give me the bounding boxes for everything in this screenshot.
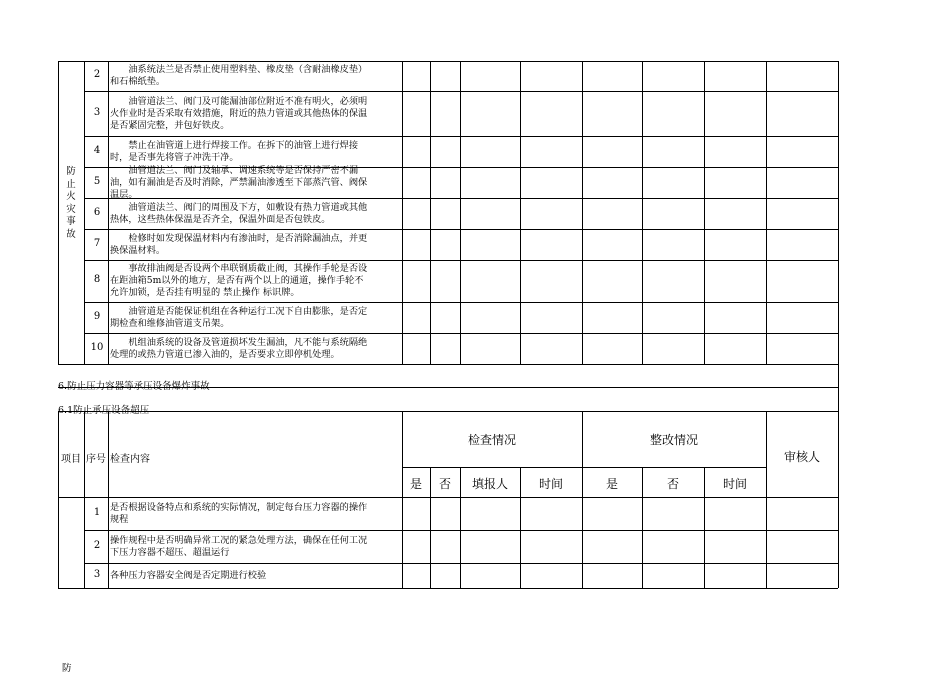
category-label-char: 故 — [66, 228, 76, 240]
check-content-line: 处理的或热力管道已渗入油的，是否要求立即停机处理。 — [110, 348, 340, 360]
row-border — [58, 387, 838, 388]
answer-cell[interactable] — [705, 261, 765, 301]
answer-cell[interactable] — [583, 498, 641, 529]
answer-cell[interactable] — [403, 62, 429, 90]
check-content-line: 和石棉纸垫。 — [110, 76, 166, 87]
check-content-line: 事故排油阀是否设两个串联钢质截止阀，其操作手轮是否设 — [110, 263, 368, 274]
check-content-line: 油管道法兰、阀门及轴承、调速系统等是否保持严密不漏 — [110, 164, 359, 176]
answer-cell[interactable] — [705, 137, 765, 166]
header-check-status: 检查情况 — [467, 433, 516, 447]
column-border — [58, 61, 59, 364]
answer-cell[interactable] — [431, 334, 459, 363]
answer-cell[interactable] — [461, 199, 519, 228]
answer-cell[interactable] — [403, 303, 429, 332]
header-reviewer: 审核人 — [783, 450, 820, 464]
check-content-line: 操作规程中是否明确异常工况的紧急处理方法，确保在任何工况 — [110, 534, 368, 546]
header-rectify-status: 整改情况 — [649, 433, 698, 447]
answer-cell[interactable] — [521, 92, 581, 135]
answer-cell[interactable] — [461, 498, 519, 529]
answer-cell[interactable] — [521, 498, 581, 529]
answer-cell[interactable] — [431, 564, 459, 587]
answer-cell[interactable] — [583, 230, 641, 259]
row-number: 5 — [93, 175, 101, 187]
answer-cell[interactable] — [521, 334, 581, 363]
answer-cell[interactable] — [767, 168, 837, 197]
answer-cell[interactable] — [583, 303, 641, 332]
answer-cell[interactable] — [403, 92, 429, 135]
answer-cell[interactable] — [461, 303, 519, 332]
row-border — [402, 467, 766, 468]
answer-cell[interactable] — [583, 531, 641, 562]
answer-cell[interactable] — [705, 199, 765, 228]
answer-cell[interactable] — [583, 137, 641, 166]
row-number: 4 — [93, 144, 101, 156]
row-number: 1 — [93, 506, 101, 518]
answer-cell[interactable] — [767, 137, 837, 166]
check-content-line: 期检查和维修油管道支吊架。 — [110, 317, 230, 329]
answer-cell[interactable] — [583, 334, 641, 363]
answer-cell[interactable] — [521, 303, 581, 332]
column-border — [838, 364, 839, 411]
answer-cell[interactable] — [431, 303, 459, 332]
answer-cell[interactable] — [431, 137, 459, 166]
answer-cell[interactable] — [767, 261, 837, 301]
answer-cell[interactable] — [767, 230, 837, 259]
answer-cell[interactable] — [403, 261, 429, 301]
answer-cell[interactable] — [403, 531, 429, 562]
answer-cell[interactable] — [521, 137, 581, 166]
answer-cell[interactable] — [705, 62, 765, 90]
answer-cell[interactable] — [403, 168, 429, 197]
answer-cell[interactable] — [431, 230, 459, 259]
answer-cell[interactable] — [767, 303, 837, 332]
header-item: 项目 — [61, 454, 81, 465]
answer-cell[interactable] — [643, 564, 703, 587]
check-content-line: 火作业时是否采取有效措施，附近的热力管道或其他热体的保温 — [110, 107, 368, 119]
answer-cell[interactable] — [521, 62, 581, 90]
answer-cell[interactable] — [705, 498, 765, 529]
answer-cell[interactable] — [403, 498, 429, 529]
answer-cell[interactable] — [431, 168, 459, 197]
answer-cell[interactable] — [403, 334, 429, 363]
check-content-line: 在距油箱5m以外的地方，是否有两个以上的通道，操作手轮不 — [110, 275, 364, 286]
check-content-line: 油，如有漏油是否及时消除，严禁漏油渗透至下部蒸汽管、阀保 — [110, 176, 368, 188]
answer-cell[interactable] — [767, 62, 837, 90]
check-content-line: 允许加锁，是否挂有明显的 禁止操作 标识牌。 — [110, 287, 300, 298]
answer-cell[interactable] — [583, 168, 641, 197]
answer-cell[interactable] — [431, 199, 459, 228]
row-number: 2 — [93, 539, 101, 551]
category-label-char: 防 — [66, 166, 76, 177]
answer-cell[interactable] — [643, 168, 703, 197]
answer-cell[interactable] — [461, 62, 519, 90]
category-label-char: 火 — [66, 191, 76, 202]
answer-cell[interactable] — [643, 199, 703, 228]
header-content: 检查内容 — [110, 454, 150, 465]
answer-cell[interactable] — [583, 92, 641, 135]
row-border — [58, 411, 838, 412]
answer-cell[interactable] — [431, 498, 459, 529]
column-border — [838, 61, 839, 364]
grid-line — [838, 411, 839, 497]
answer-cell[interactable] — [705, 230, 765, 259]
header-no: 否 — [438, 477, 451, 491]
answer-cell[interactable] — [521, 261, 581, 301]
answer-cell[interactable] — [767, 531, 837, 562]
check-content-line: 各种压力容器安全阀是否定期进行校验 — [110, 569, 267, 581]
answer-cell[interactable] — [403, 564, 429, 587]
check-content-line: 换保温材料。 — [110, 244, 166, 256]
row-number: 9 — [93, 310, 101, 322]
answer-cell[interactable] — [431, 531, 459, 562]
answer-cell[interactable] — [705, 531, 765, 562]
row-number: 2 — [93, 69, 101, 80]
answer-cell[interactable] — [461, 334, 519, 363]
row-number: 8 — [93, 274, 101, 285]
answer-cell[interactable] — [767, 498, 837, 529]
category-label-char: 事 — [66, 216, 76, 227]
answer-cell[interactable] — [461, 92, 519, 135]
answer-cell[interactable] — [643, 261, 703, 301]
category-label-char: 止 — [66, 178, 76, 190]
answer-cell[interactable] — [431, 92, 459, 135]
header-rect-yes: 是 — [605, 477, 618, 491]
answer-cell[interactable] — [403, 137, 429, 166]
header-time: 时间 — [538, 477, 563, 491]
answer-cell[interactable] — [705, 168, 765, 197]
answer-cell[interactable] — [461, 168, 519, 197]
answer-cell[interactable] — [767, 92, 837, 135]
row-number: 3 — [93, 106, 101, 118]
answer-cell[interactable] — [705, 564, 765, 587]
answer-cell[interactable] — [521, 168, 581, 197]
header-rect-no: 否 — [666, 477, 679, 491]
section-title: 6.防止压力容器等承压设备爆炸事故 — [58, 381, 210, 392]
answer-cell[interactable] — [705, 92, 765, 135]
check-content-line: 油管道法兰、阀门的周围及下方，如敷设有热力管道或其他 — [110, 201, 368, 213]
answer-cell[interactable] — [583, 199, 641, 228]
category-label-char: 灾 — [66, 203, 76, 215]
column-border — [58, 497, 59, 588]
answer-cell[interactable] — [643, 230, 703, 259]
answer-cell[interactable] — [767, 199, 837, 228]
answer-cell[interactable] — [461, 564, 519, 587]
answer-cell[interactable] — [643, 531, 703, 562]
check-content-line: 是否紧固完整，并包好铁皮。 — [110, 119, 230, 131]
answer-cell[interactable] — [583, 261, 641, 301]
answer-cell[interactable] — [643, 62, 703, 90]
header-rect-time: 时间 — [722, 477, 747, 491]
check-content-line: 是否根据设备特点和系统的实际情况，制定每台压力容器的操作 — [110, 501, 368, 513]
answer-cell[interactable] — [643, 498, 703, 529]
answer-cell[interactable] — [643, 92, 703, 135]
answer-cell[interactable] — [431, 261, 459, 301]
header-filler: 填报人 — [471, 477, 508, 491]
check-content-line: 禁止在油管道上进行焊接工作。在拆下的油管上进行焊接 — [110, 139, 359, 151]
answer-cell[interactable] — [403, 199, 429, 228]
answer-cell[interactable] — [583, 62, 641, 90]
check-content-line: 热体，这些热体保温是否齐全，保温外面是否包铁皮。 — [110, 213, 331, 225]
answer-cell[interactable] — [431, 62, 459, 90]
answer-cell[interactable] — [643, 334, 703, 363]
check-content-line: 机组油系统的设备及管道损坏发生漏油，凡不能与系统隔绝 — [110, 336, 368, 348]
answer-cell[interactable] — [521, 230, 581, 259]
answer-cell[interactable] — [643, 303, 703, 332]
answer-cell[interactable] — [461, 531, 519, 562]
check-content-line: 油管道是否能保证机组在各种运行工况下自由膨胀，是否定 — [110, 305, 368, 317]
header-yes: 是 — [409, 477, 422, 491]
check-content-line: 规程 — [110, 513, 129, 525]
answer-cell[interactable] — [521, 199, 581, 228]
row-border — [58, 588, 838, 589]
answer-cell[interactable] — [767, 334, 837, 363]
answer-cell[interactable] — [461, 137, 519, 166]
answer-cell[interactable] — [705, 334, 765, 363]
answer-cell[interactable] — [403, 230, 429, 259]
column-border — [838, 497, 839, 588]
grid-line — [108, 411, 109, 497]
row-number: 3 — [93, 568, 101, 580]
row-number: 7 — [93, 237, 101, 249]
answer-cell[interactable] — [521, 564, 581, 587]
answer-cell[interactable] — [521, 531, 581, 562]
check-content-line: 油系统法兰是否禁止使用塑料垫、橡皮垫（含耐油橡皮垫） — [110, 64, 368, 75]
answer-cell[interactable] — [767, 564, 837, 587]
row-number: 6 — [93, 206, 101, 218]
answer-cell[interactable] — [461, 261, 519, 301]
subsection-title: 6.1防止承压设备超压 — [58, 405, 150, 416]
answer-cell[interactable] — [461, 230, 519, 259]
header-seq: 序号 — [86, 454, 106, 465]
row-border — [58, 364, 838, 365]
answer-cell[interactable] — [583, 564, 641, 587]
check-content-line: 油管道法兰、阀门及可能漏油部位附近不准有明火，必须明 — [110, 95, 368, 107]
check-content-line: 温层。 — [110, 188, 138, 200]
next-category-char: 防 — [62, 663, 72, 674]
answer-cell[interactable] — [643, 137, 703, 166]
row-number: 10 — [90, 341, 104, 353]
check-content-line: 时，是否事先将管子冲洗干净。 — [110, 151, 239, 163]
check-content-line: 下压力容器不超压、超温运行 — [110, 546, 230, 558]
answer-cell[interactable] — [705, 303, 765, 332]
check-content-line: 检修时如发现保温材料内有渗油时，是否消除漏油点，并更 — [110, 232, 368, 244]
